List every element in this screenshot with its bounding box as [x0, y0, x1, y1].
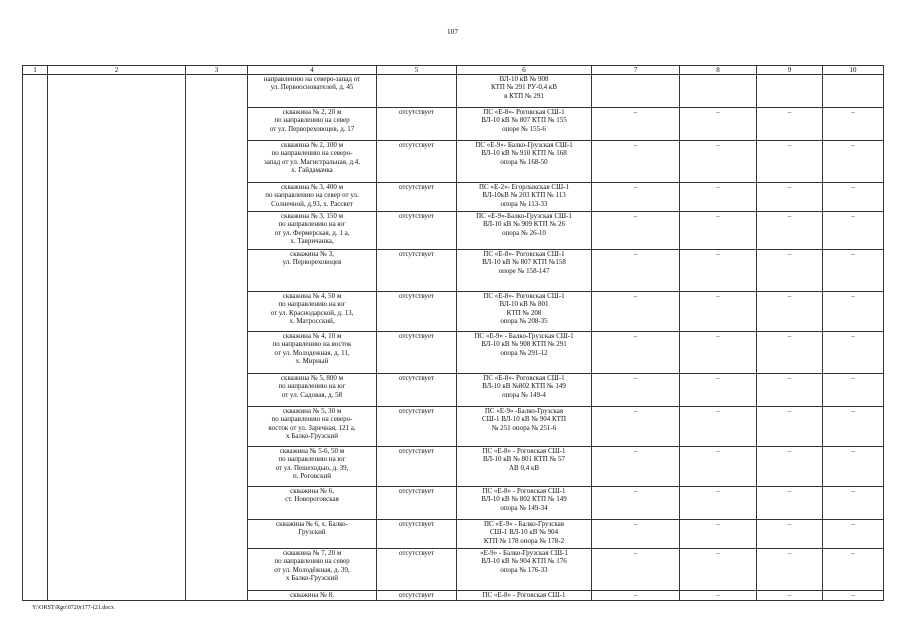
- power-source-cell-line: опора № 113-33: [500, 199, 548, 208]
- value-cell-9: –: [757, 407, 823, 447]
- value-cell-8: –: [680, 591, 757, 601]
- power-source-cell-line: опоре № 158-147: [498, 266, 550, 275]
- value-cell-8: –: [680, 108, 757, 141]
- power-source-cell: [457, 591, 592, 601]
- power-source-cell-line: опора № 149-4: [502, 390, 546, 399]
- location-cell-line: х. Матросский,: [289, 316, 335, 325]
- location-cell-line: ул. Первореховоцев: [282, 258, 342, 267]
- power-source-cell: [457, 520, 592, 549]
- power-source-cell-line: [458, 275, 590, 283]
- value-cell-10: –: [823, 447, 884, 487]
- power-source-cell-line: ПС «Е-9» -Балко-Грузская: [484, 407, 564, 415]
- location-cell-line: скважина № 5, 800 м: [280, 374, 344, 382]
- value-cell-8: [680, 75, 757, 108]
- power-source-cell-line: № 251 опора № 251-6: [491, 423, 557, 432]
- power-status-cell: отсутствует: [377, 183, 457, 212]
- power-status-cell: отсутствует: [377, 487, 457, 520]
- table-row: [23, 75, 884, 108]
- power-status-cell: отсутствует: [377, 374, 457, 407]
- power-source-cell: [457, 75, 592, 108]
- location-cell-line: скважина № 3,: [290, 250, 334, 258]
- location-cell-line: скважина № 5, 30 м: [282, 407, 342, 415]
- value-cell-7: –: [592, 407, 680, 447]
- location-cell-line: скважина № 6, х. Балко-: [276, 520, 348, 528]
- power-status-cell: отсутствует: [377, 108, 457, 141]
- power-source-cell: [457, 487, 592, 520]
- merged-cell-1: [23, 75, 48, 601]
- value-cell-7: –: [592, 487, 680, 520]
- location-cell-line: от ул. Пешеходью, д. 39,: [275, 463, 349, 472]
- location-cell-line: скважина № 8,: [290, 591, 334, 599]
- power-source-cell-line: ПС «Е-8» - Роговская СШ-1: [482, 591, 566, 599]
- location-cell-line: Грузский: [298, 528, 326, 537]
- power-source-cell-line: ПС «Е-9»-Балко-Грузская СШ-1: [476, 212, 572, 220]
- power-status-cell: отсутствует: [377, 447, 457, 487]
- location-cell: [248, 183, 377, 212]
- power-source-cell: [457, 374, 592, 407]
- value-cell-10: –: [823, 292, 884, 332]
- power-status-cell: отсутствует: [377, 407, 457, 447]
- file-path-footer: Y:\ORST\Rgo\0720r177-f21.docx: [32, 605, 114, 611]
- power-source-cell-line: ВЛ-10 кВ № 904 КТП № 176: [481, 557, 567, 566]
- value-cell-9: –: [757, 549, 823, 591]
- value-cell-10: –: [823, 520, 884, 549]
- value-cell-9: –: [757, 374, 823, 407]
- power-source-cell: [457, 549, 592, 591]
- value-cell-7: –: [592, 447, 680, 487]
- location-cell-line: скважина № 4, 50 м: [282, 292, 342, 300]
- value-cell-10: [823, 75, 884, 108]
- location-cell-line: запад от ул. Магистральная, д.4,: [263, 157, 361, 166]
- power-source-cell-line: КТП № 291 РУ-0,4 кВ: [490, 83, 557, 92]
- location-cell-line: х. Гайдамачка: [291, 165, 333, 174]
- location-cell: [248, 212, 377, 250]
- value-cell-9: –: [757, 108, 823, 141]
- power-source-cell-line: СШ-1 ВЛ-10 кВ № 904 КТП: [481, 415, 567, 424]
- value-cell-10: –: [823, 374, 884, 407]
- power-source-cell-line: КТП № 178 опора № 178-2: [483, 536, 565, 545]
- power-source-cell: [457, 250, 592, 292]
- value-cell-8: –: [680, 447, 757, 487]
- value-cell-9: –: [757, 591, 823, 601]
- power-status-cell: отсутствует: [377, 332, 457, 374]
- power-source-cell-line: ПС «Е-9»- Балко-Грузская СШ-1: [475, 141, 573, 149]
- power-source-cell: [457, 447, 592, 487]
- power-source-cell-line: «Е-9» - Балко-Грузская СШ-1: [480, 549, 568, 557]
- value-cell-10: –: [823, 212, 884, 250]
- value-cell-7: –: [592, 212, 680, 250]
- power-source-cell-line: ПС «Е-9» - Балко-Грузская СШ-1: [474, 332, 574, 340]
- location-cell-line: Солнечной, д.93, х. Рассвет: [271, 199, 353, 208]
- location-cell-line: восток от ул. Заречная, 121 а,: [268, 423, 356, 432]
- power-status-cell: отсутствует: [377, 520, 457, 549]
- power-source-cell-line: АВ 0,4 кВ: [508, 463, 540, 472]
- value-cell-7: [592, 75, 680, 108]
- location-cell: [248, 447, 377, 487]
- power-status-cell: отсутствует: [377, 141, 457, 183]
- location-cell-line: х. Мирный: [295, 356, 329, 365]
- value-cell-9: –: [757, 447, 823, 487]
- value-cell-7: –: [592, 549, 680, 591]
- value-cell-7: –: [592, 250, 680, 292]
- value-cell-8: –: [680, 520, 757, 549]
- power-source-cell: [457, 141, 592, 183]
- power-source-cell-line: ПС «Е-8»- Роговская СШ-1: [483, 108, 565, 116]
- value-cell-7: –: [592, 591, 680, 601]
- power-source-cell-line: опора № 26-10: [502, 228, 546, 237]
- value-cell-10: –: [823, 591, 884, 601]
- value-cell-9: –: [757, 487, 823, 520]
- location-cell-line: скважина № 3, 400 м: [280, 183, 344, 191]
- power-source-cell-line: опора № 291-12: [500, 348, 548, 357]
- power-source-cell-line: ПС «Е-8»- Роговская СШ-1: [483, 374, 565, 382]
- power-source-cell: [457, 183, 592, 212]
- power-source-cell-line: ВЛ-10 кВ № 909 КТП № 26: [483, 220, 565, 229]
- power-source-cell-line: ПС «Е-2»- Егорлыкская СШ-1: [478, 183, 569, 191]
- power-source-cell-line: ВЛ-10 кВ № 801: [499, 300, 549, 309]
- location-cell-line: х Балко-Грузский: [285, 573, 339, 582]
- value-cell-10: –: [823, 183, 884, 212]
- location-cell: [248, 141, 377, 183]
- location-cell-line: от ул. Первореховоцев, д. 17: [269, 124, 355, 133]
- power-source-cell-line: ВЛ-10 кВ № 801 КТП № 57: [483, 455, 565, 464]
- value-cell-9: –: [757, 212, 823, 250]
- location-cell-line: от ул. Садовая, д. 58: [281, 390, 343, 399]
- power-source-cell-line: ВЛ-10 кВ № 807 КТП № 155: [481, 116, 567, 125]
- power-source-cell: [457, 407, 592, 447]
- value-cell-7: –: [592, 374, 680, 407]
- power-source-cell-line: ПС «Е-9» - Балко-Грузская: [484, 520, 564, 528]
- location-cell-line: от ул. Фермерская, д. 1 а,: [274, 228, 350, 237]
- value-cell-8: –: [680, 141, 757, 183]
- header-cell-9: 9: [757, 66, 823, 75]
- power-source-cell-line: КТП № 208: [506, 308, 542, 317]
- location-cell: [248, 549, 377, 591]
- location-cell-line: скважина № 7, 20 м: [282, 549, 342, 557]
- power-source-cell-line: СШ-1 ВЛ-10 кВ № 904: [489, 528, 559, 537]
- location-cell: [248, 75, 377, 108]
- power-status-cell: отсутствует: [377, 549, 457, 591]
- power-source-cell-line: ВЛ-10кВ № 203 КТП № 113: [482, 191, 566, 200]
- power-source-cell-line: ВЛ-10 кВ № 910 КТП № 168: [481, 149, 567, 158]
- location-cell-line: ст. Новороговская: [285, 495, 339, 504]
- value-cell-7: –: [592, 520, 680, 549]
- location-cell-line: скважина № 2, 20 м: [282, 108, 342, 116]
- value-cell-7: –: [592, 292, 680, 332]
- location-cell-line: по направлению на север: [274, 116, 350, 125]
- value-cell-8: –: [680, 292, 757, 332]
- location-cell-line: ул. Первооснователей, д. 45: [270, 83, 354, 92]
- value-cell-8: –: [680, 374, 757, 407]
- header-cell-8: 8: [680, 66, 757, 75]
- value-cell-7: –: [592, 108, 680, 141]
- header-row: [23, 66, 884, 75]
- value-cell-9: –: [757, 250, 823, 292]
- power-status-cell: отсутствует: [377, 292, 457, 332]
- power-source-cell-line: ВЛ-10 кВ №802 КТП № 149: [482, 382, 566, 391]
- value-cell-10: –: [823, 332, 884, 374]
- location-cell-line: по направлению на юг: [278, 300, 346, 309]
- value-cell-9: [757, 75, 823, 108]
- page-number: 107: [446, 27, 459, 36]
- value-cell-9: –: [757, 292, 823, 332]
- location-cell-line: скважина № 4, 10 м: [282, 332, 342, 340]
- power-source-cell-line: ПС «Е-8» - Роговская СШ-1: [482, 487, 566, 495]
- location-cell-line: п. Роговский: [293, 471, 331, 480]
- location-cell: [248, 292, 377, 332]
- location-cell-line: х. Тавричанка,: [290, 236, 334, 245]
- header-cell-6: 6: [457, 66, 592, 75]
- location-cell-line: по направлению на север: [274, 557, 350, 566]
- location-cell: [248, 591, 377, 601]
- location-cell-line: от ул. Краснодарской, д. 13,: [270, 308, 354, 317]
- location-cell-line: х Балко-Грузский: [285, 431, 339, 440]
- location-cell-line: по направлению на север от ул.: [265, 191, 359, 200]
- value-cell-8: –: [680, 332, 757, 374]
- location-cell-line: по направлению на восток: [272, 340, 352, 349]
- value-cell-10: –: [823, 141, 884, 183]
- header-cell-2: 2: [48, 66, 186, 75]
- power-source-cell-line: опора № 176-33: [500, 565, 548, 574]
- value-cell-9: –: [757, 332, 823, 374]
- location-cell: [248, 487, 377, 520]
- value-cell-8: –: [680, 407, 757, 447]
- header-cell-1: 1: [23, 66, 48, 75]
- location-cell-line: от ул. Молодёжная, д. 39,: [274, 565, 350, 574]
- location-cell: [248, 520, 377, 549]
- location-cell-line: по направлению на северо-: [271, 415, 353, 424]
- location-cell-line: по направлению на юг: [278, 455, 346, 464]
- location-cell-line: по направлению на северо-: [271, 149, 353, 158]
- location-cell-line: скважина № 6,: [290, 487, 334, 495]
- location-cell-line: по направлению на юг: [278, 382, 346, 391]
- location-cell-line: скважина № 3, 150 м: [280, 212, 344, 220]
- value-cell-8: –: [680, 549, 757, 591]
- power-status-cell: [377, 75, 457, 108]
- value-cell-9: –: [757, 520, 823, 549]
- power-source-cell-line: ВЛ-10 кВ № 807 КТП №158: [482, 258, 566, 267]
- value-cell-8: –: [680, 250, 757, 292]
- power-source-cell: [457, 212, 592, 250]
- header-cell-10: 10: [823, 66, 884, 75]
- header-cell-7: 7: [592, 66, 680, 75]
- wells-table: [22, 65, 884, 601]
- value-cell-8: –: [680, 487, 757, 520]
- power-source-cell-line: в КТП № 291: [504, 91, 544, 100]
- location-cell-line: направлению на северо-запад от: [263, 75, 361, 83]
- power-source-cell-line: ВЛ-10 кВ № 802 КТП № 149: [481, 495, 567, 504]
- power-source-cell-line: ВЛ-10 кВ № 908 КТП № 291: [481, 340, 567, 349]
- merged-cell-3: [186, 75, 248, 601]
- power-source-cell-line: опора № 168-50: [500, 157, 548, 166]
- location-cell: [248, 407, 377, 447]
- value-cell-7: –: [592, 183, 680, 212]
- power-status-cell: отсутствует: [377, 591, 457, 601]
- value-cell-8: –: [680, 212, 757, 250]
- value-cell-9: –: [757, 141, 823, 183]
- value-cell-10: –: [823, 549, 884, 591]
- power-source-cell-line: ПС «Е-8»- Роговская СШ-1: [483, 250, 565, 258]
- value-cell-8: –: [680, 183, 757, 212]
- header-cell-3: 3: [186, 66, 248, 75]
- merged-cell-2: [48, 75, 186, 601]
- header-cell-4: 4: [248, 66, 377, 75]
- power-source-cell-line: опоре № 155-6: [502, 124, 546, 133]
- power-source-cell-line: ПС «Е-8»- Роговская СШ-1: [483, 292, 565, 300]
- location-cell: [248, 332, 377, 374]
- value-cell-9: –: [757, 183, 823, 212]
- power-source-cell: [457, 292, 592, 332]
- value-cell-10: –: [823, 487, 884, 520]
- value-cell-10: –: [823, 250, 884, 292]
- power-status-cell: отсутствует: [377, 212, 457, 250]
- location-cell-line: от ул. Молодежная, д. 11,: [274, 348, 350, 357]
- location-cell: [248, 374, 377, 407]
- power-source-cell-line: опора № 149-34: [500, 503, 548, 512]
- power-status-cell: отсутствует: [377, 250, 457, 292]
- location-cell-line: скважина № 2, 100 м: [280, 141, 344, 149]
- value-cell-7: –: [592, 141, 680, 183]
- location-cell: [248, 250, 377, 292]
- header-cell-5: 5: [377, 66, 457, 75]
- power-source-cell-line: ПС «Е-8» - Роговская СШ-1: [482, 447, 566, 455]
- power-source-cell: [457, 108, 592, 141]
- value-cell-7: –: [592, 332, 680, 374]
- value-cell-10: –: [823, 108, 884, 141]
- power-source-cell-line: ВЛ-10 кВ № 908: [499, 75, 549, 83]
- location-cell-line: скважина № 5-6, 50 м: [279, 447, 345, 455]
- location-cell: [248, 108, 377, 141]
- power-source-cell: [457, 332, 592, 374]
- power-source-cell-line: опора № 208-35: [500, 316, 548, 325]
- value-cell-10: –: [823, 407, 884, 447]
- location-cell-line: по направлению на юг: [278, 220, 346, 229]
